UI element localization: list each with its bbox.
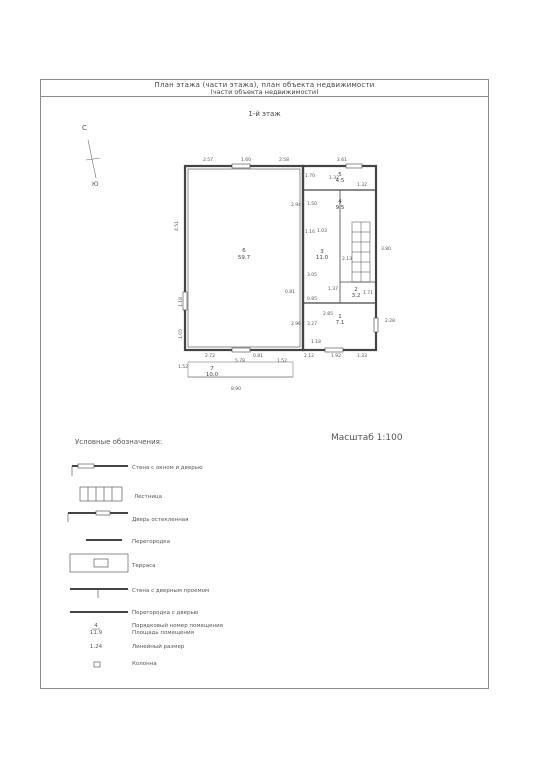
dimension: 1.05 bbox=[179, 328, 184, 340]
legend-wall-window-icon bbox=[72, 464, 128, 476]
floor-label: 1-й этаж bbox=[248, 110, 281, 118]
dimension: 1.92 bbox=[330, 354, 342, 359]
legend-item-label: Площадь помещения bbox=[132, 630, 194, 636]
dimension: 1.33 bbox=[356, 354, 368, 359]
room-number: 6 bbox=[242, 248, 246, 254]
room-number: 2 bbox=[354, 287, 358, 293]
dimension: 1.70 bbox=[304, 174, 316, 179]
stairs-icon bbox=[352, 222, 370, 282]
legend-item-label: Терраса bbox=[132, 563, 156, 569]
dimension: 1.16 bbox=[304, 230, 316, 235]
legend-stairs-icon bbox=[80, 487, 122, 501]
legend-wall-doorway-icon bbox=[70, 589, 128, 598]
window bbox=[346, 164, 362, 168]
legend-item-label: Перегородка с дверью bbox=[132, 610, 199, 616]
dimension: 2.61 bbox=[336, 158, 348, 163]
dimension: 2.94 bbox=[290, 203, 302, 208]
dimension: 2.58 bbox=[278, 158, 290, 163]
dimension: 2.12 bbox=[303, 354, 315, 359]
dimension: 1.71 bbox=[362, 291, 374, 296]
legend-labels bbox=[90, 465, 223, 667]
legend-title: Условные обозначения: bbox=[75, 438, 163, 446]
compass-north: С bbox=[82, 124, 87, 132]
room-area: 11.0 bbox=[315, 255, 329, 261]
dimension: 1.03 bbox=[316, 229, 328, 234]
legend-item-label: Линейный размер bbox=[132, 644, 185, 650]
legend-item-label: Стена с окном и дверью bbox=[132, 465, 203, 471]
legend-column-icon bbox=[94, 662, 100, 667]
dimension: 1.32 bbox=[328, 176, 340, 181]
dimension: 0.85 bbox=[306, 297, 318, 302]
dimension: 3.05 bbox=[306, 273, 318, 278]
dimension: 0.81 bbox=[252, 354, 264, 359]
legend-glazed-door-icon bbox=[68, 511, 128, 522]
dimension: 2.13 bbox=[341, 257, 353, 262]
legend-item-label: Перегородка bbox=[132, 539, 171, 545]
room-area: 59.7 bbox=[237, 255, 251, 261]
dimension: 3.80 bbox=[380, 247, 392, 252]
scale-label: Масштаб 1:100 bbox=[331, 433, 403, 443]
dimension: 3.27 bbox=[306, 322, 318, 327]
room-area: 3.2 bbox=[351, 293, 361, 299]
dimension: 1.18 bbox=[310, 340, 322, 345]
room-number: 7 bbox=[210, 366, 214, 372]
window bbox=[232, 348, 250, 352]
legend-item-label: Дверь остекленная bbox=[132, 517, 189, 523]
dimension: 0.81 bbox=[284, 290, 296, 295]
dimension: 8.90 bbox=[230, 387, 242, 392]
dimension-labels bbox=[174, 157, 395, 392]
dimension: 1.50 bbox=[306, 202, 318, 207]
dimension: 1.32 bbox=[356, 183, 368, 188]
compass-icon bbox=[82, 124, 100, 188]
room-area: 9.5 bbox=[335, 205, 345, 211]
dimension: 4.51 bbox=[175, 220, 180, 232]
room-number: 1 bbox=[338, 314, 342, 320]
room-area: 10.0 bbox=[205, 372, 219, 378]
dimension: 5.78 bbox=[234, 359, 246, 364]
window bbox=[374, 318, 378, 332]
room-number: 4 bbox=[338, 199, 342, 205]
legend-item-label: Стена с дверным проемом bbox=[132, 588, 210, 594]
dimension: 1.60 bbox=[240, 158, 252, 163]
dimension: 2.72 bbox=[204, 354, 216, 359]
plan-title: План этажа (части этажа), план объекта недвижимости bbox=[154, 81, 375, 89]
dimension: 1.52 bbox=[276, 359, 288, 364]
terrace bbox=[188, 362, 293, 377]
legend-item-label: Лестница bbox=[134, 494, 163, 500]
dimension: 2.85 bbox=[322, 312, 334, 317]
dimension: 2.28 bbox=[384, 319, 396, 324]
room-area: 4.5 bbox=[335, 178, 345, 184]
plan-subtitle: (части объекта недвижимости) bbox=[210, 88, 319, 96]
dimension: 2.57 bbox=[202, 158, 214, 163]
room-area: 7.1 bbox=[335, 320, 345, 326]
legend-sample-number: 4 bbox=[94, 623, 98, 629]
legend-symbols bbox=[68, 464, 128, 667]
window bbox=[232, 164, 250, 168]
dimension: 1.18 bbox=[179, 296, 184, 308]
legend-item-label: Порядковый номер помещения bbox=[132, 623, 223, 629]
compass-south: Ю bbox=[92, 181, 99, 188]
legend-sample-area: 11.9 bbox=[89, 630, 103, 636]
dimension: 2.96 bbox=[290, 322, 302, 327]
room-number: 5 bbox=[338, 172, 342, 178]
legend-terrace-icon bbox=[70, 554, 128, 572]
dimension: 1.52 bbox=[177, 365, 189, 370]
room-number: 3 bbox=[320, 249, 324, 255]
dimension: 1.37 bbox=[327, 287, 339, 292]
window bbox=[325, 348, 343, 352]
legend-sample-dimension: 1.24 bbox=[89, 644, 103, 650]
legend-item-label: Колонна bbox=[132, 661, 157, 667]
